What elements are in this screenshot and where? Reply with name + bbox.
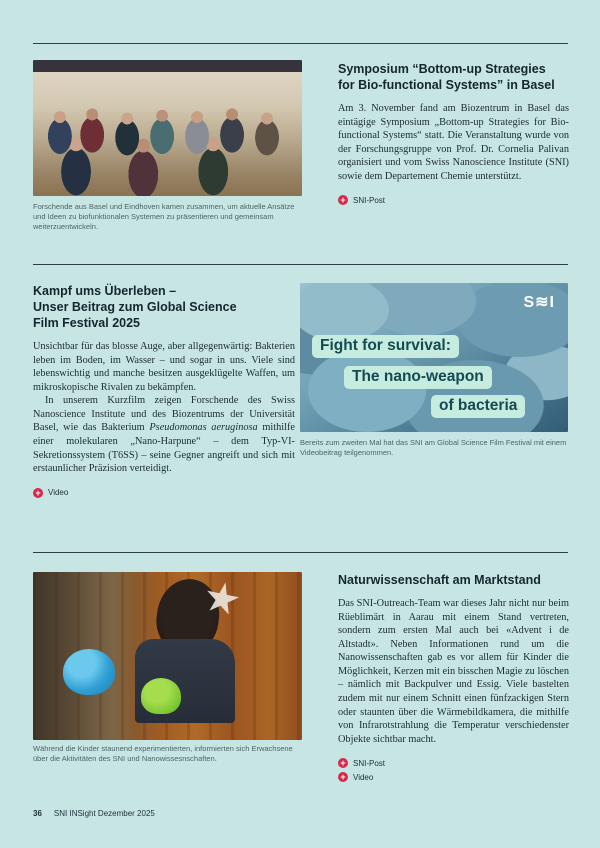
film-title	[33, 283, 295, 331]
video-link-label: Video	[48, 488, 69, 498]
film-overlay-title-line1: Fight for survival:	[312, 335, 459, 358]
symposium-title-line2: for Bio-functional Systems” in Basel	[338, 78, 555, 92]
film-paragraph-2-end: mithilfe einer molekularen „Nano-Harpune“ – dem Typ-VI-Sekretionssystem (T6SS) – seine Gegner angreift und sich mit erstaunlicher Präzision verteidigt.	[33, 422, 295, 475]
market-article	[338, 572, 569, 782]
film-paragraph-2-start: In unserem Kurzfilm zeigen Forschende des Swiss Nanoscience Institute und des Biozentrums der Universität Basel, wie das Bakterium	[33, 395, 295, 434]
market-photo	[33, 572, 302, 740]
market-body: Das SNI-Outreach-Team war dieses Jahr nicht nur beim Rüeblimärt in Aarau mit einem Stand vertreten, sondern zum ersten Mal auch bei «Advent i de Altstadt». Neben Informationen rund um die Nanowissenschaften gab es vor allem für Kinder die Möglichkeit, Kerzen mit ein bisschen Magie zu löschen – nämlich mit Backpulver und Essig. Viele bastelten zudem mit nur einem Schnitt einen fünfzackigen Stern oder staunten über die Wärmebildkamera, die mithilfe von Infrarotstrahlung die Temperatur verschiedenster Objekte sichtbar macht.	[338, 598, 569, 745]
page-number: 36	[33, 809, 42, 818]
sni-post-link-label: SNI-Post	[353, 758, 386, 768]
market-photo-caption: Während die Kinder staunend experimentierten, informierten sich Erwachsene über die Aktivitäten des SNI und Nanowissesnschaften.	[33, 744, 293, 764]
film-paragraph-2	[33, 394, 295, 475]
video-link[interactable]	[33, 488, 68, 498]
symposium-title	[338, 61, 569, 93]
symposium-article	[338, 61, 569, 205]
market-photo-green-beanie	[141, 678, 181, 714]
market-photo-blue-helmet	[63, 649, 115, 695]
sni-post-link[interactable]	[338, 758, 385, 768]
video-link-label: Video	[353, 772, 374, 782]
sni-post-link-label: SNI-Post	[353, 195, 386, 205]
film-still-image	[300, 283, 568, 432]
film-title-line2: Unser Beitrag zum Global Science	[33, 300, 237, 314]
section-divider	[33, 264, 568, 265]
sni-post-link[interactable]	[338, 195, 385, 205]
symposium-body: Am 3. November fand am Biozentrum in Basel das eintägige Symposium „Bottom-up Strategies for Bio-functional Systems“ statt. Die Veranstaltung wurde von der Forschungsgruppe von Prof. Dr. Cornelia Palivan organisiert und vom Swiss Nanoscience Institute (SNI) sowie dem Departement Chemie unterstützt.	[338, 103, 569, 182]
film-title-line3: Film Festival 2025	[33, 316, 141, 330]
video-link[interactable]	[338, 772, 373, 782]
plus-icon: +	[33, 488, 43, 498]
film-overlay-title-line3: of bacteria	[431, 395, 525, 418]
section-divider	[33, 552, 568, 553]
film-photo-caption: Bereits zum zweiten Mal hat das SNI am Global Science Film Festival mit einem Videobeitrag teilgenommen.	[300, 438, 567, 458]
market-title: Naturwissenschaft am Marktstand	[338, 573, 541, 587]
page-footer	[33, 809, 155, 818]
footer-title: SNI INSight Dezember 2025	[53, 809, 155, 818]
plus-icon: +	[338, 195, 348, 205]
plus-icon: +	[338, 772, 348, 782]
film-article	[33, 283, 295, 498]
plus-icon: +	[338, 758, 348, 768]
sni-logo: S≋I	[523, 294, 555, 311]
film-overlay-title-line2: The nano-weapon	[344, 366, 492, 389]
species-name: Pseudomonas aeruginosa	[149, 422, 258, 434]
symposium-group-photo	[33, 60, 302, 196]
film-title-line1: Kampf ums Überleben –	[33, 284, 177, 298]
film-paragraph-1: Unsichtbar für das blosse Auge, aber allgegenwärtig: Bakterien leben im Boden, im Wasser – und sogar in uns. Viele sind lebenswichtig und manche besitzen ausgeklügelte Waffen, um mikroskopische Rivalen zu bekämpfen.	[33, 341, 295, 393]
section-divider	[33, 43, 568, 44]
symposium-photo-caption: Forschende aus Basel und Eindhoven kamen zusammen, um aktuelle Ansätze und Ideen zu biofunktionalen Systemen zu präsentieren und gemeinsam weiterzuentwickeln.	[33, 202, 295, 232]
symposium-title-line1: Symposium “Bottom-up Strategies	[338, 62, 546, 76]
